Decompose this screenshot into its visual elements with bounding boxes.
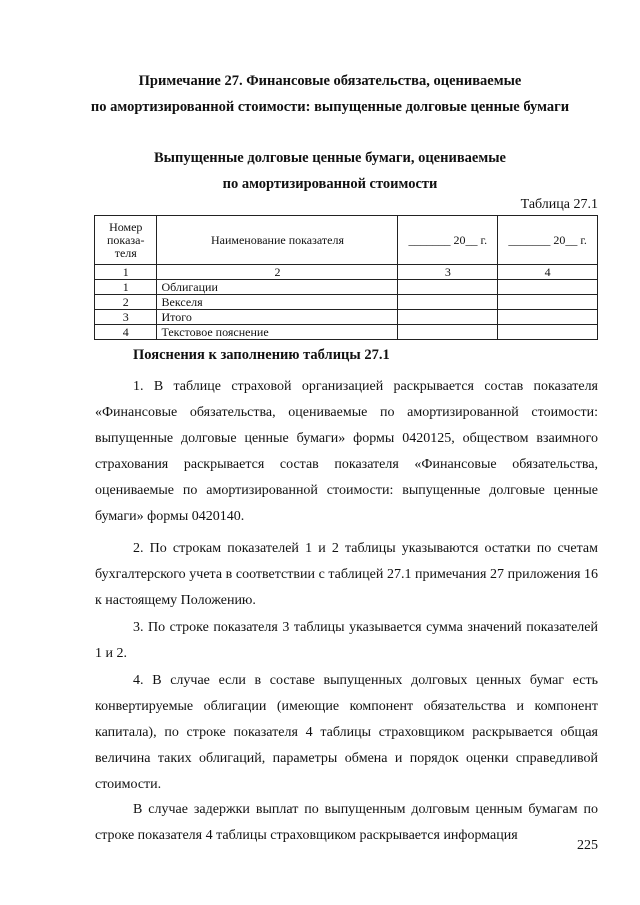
row-number: 1 — [95, 280, 157, 295]
row-value-2 — [498, 280, 598, 295]
row-name: Текстовое пояснение — [157, 325, 398, 340]
row-value-1 — [398, 280, 498, 295]
table-caption-line-2: по амортизированной стоимости — [222, 176, 438, 192]
row-name: Итого — [157, 310, 398, 325]
index-cell: 1 — [95, 265, 157, 280]
row-number: 3 — [95, 310, 157, 325]
table-caption — [60, 145, 600, 197]
table-caption-line-1: Выпущенные долговые ценные бумаги, оцениваемые — [154, 150, 506, 166]
row-value-2 — [498, 325, 598, 340]
table-row — [95, 280, 598, 295]
index-cell: 3 — [398, 265, 498, 280]
table-row — [95, 310, 598, 325]
row-name: Векселя — [157, 295, 398, 310]
paragraph-3: 3. По строке показателя 3 таблицы указывается сумма значений показателей 1 и 2. — [95, 620, 598, 661]
header-number: Номер показа-теля — [95, 216, 157, 265]
row-number: 2 — [95, 295, 157, 310]
section-heading: Пояснения к заполнению таблицы 27.1 — [133, 347, 390, 363]
page-title-line-1: Примечание 27. Финансовые обязательства, оцениваемые — [138, 73, 522, 89]
paragraph-4: 4. В случае если в составе выпущенных долговых ценных бумаг есть конвертируемые облигации (имеющие компонент обязательства и компонент капитала), по строке показателя 4 таблицы страховщиком раскрывается общая величина таких облигаций, параметры обмена и порядок оценки справедливой стоимости. — [95, 673, 598, 792]
row-number: 4 — [95, 325, 157, 340]
page-title — [60, 68, 600, 120]
row-value-2 — [498, 310, 598, 325]
header-year-1: _______ 20__ г. — [398, 216, 498, 265]
paragraph-5: В случае задержки выплат по выпущенным долговым ценным бумагам по строке показателя 4 таблицы страховщиком раскрывается информация — [95, 802, 598, 843]
row-value-1 — [398, 310, 498, 325]
index-cell: 2 — [157, 265, 398, 280]
page-number: 225 — [577, 838, 598, 853]
header-name: Наименование показателя — [157, 216, 398, 265]
table-row — [95, 325, 598, 340]
row-value-1 — [398, 295, 498, 310]
paragraph-1: 1. В таблице страховой организацией раскрывается состав показателя «Финансовые обязательства, оцениваемые по амортизированной стоимости: выпущенные долговые ценные бумаги» формы 0420125, обществом взаимного страхования раскрывается состав показателя «Финансовые обязательства, оцениваемые по амортизированной стоимости: выпущенные долговые ценные бумаги» формы 0420140. — [95, 379, 598, 524]
index-cell: 4 — [498, 265, 598, 280]
table-header-row — [95, 216, 598, 265]
data-table — [94, 215, 598, 340]
paragraph-2: 2. По строкам показателей 1 и 2 таблицы указываются остатки по счетам бухгалтерского учета в соответствии с таблицей 27.1 примечания 27 приложения 16 к настоящему Положению. — [95, 541, 598, 608]
table-number-label: Таблица 27.1 — [520, 197, 598, 212]
header-year-2: _______ 20__ г. — [498, 216, 598, 265]
row-value-1 — [398, 325, 498, 340]
table-row — [95, 295, 598, 310]
table-index-row — [95, 265, 598, 280]
row-name: Облигации — [157, 280, 398, 295]
page-title-line-2: по амортизированной стоимости: выпущенные долговые ценные бумаги — [90, 99, 570, 115]
row-value-2 — [498, 295, 598, 310]
